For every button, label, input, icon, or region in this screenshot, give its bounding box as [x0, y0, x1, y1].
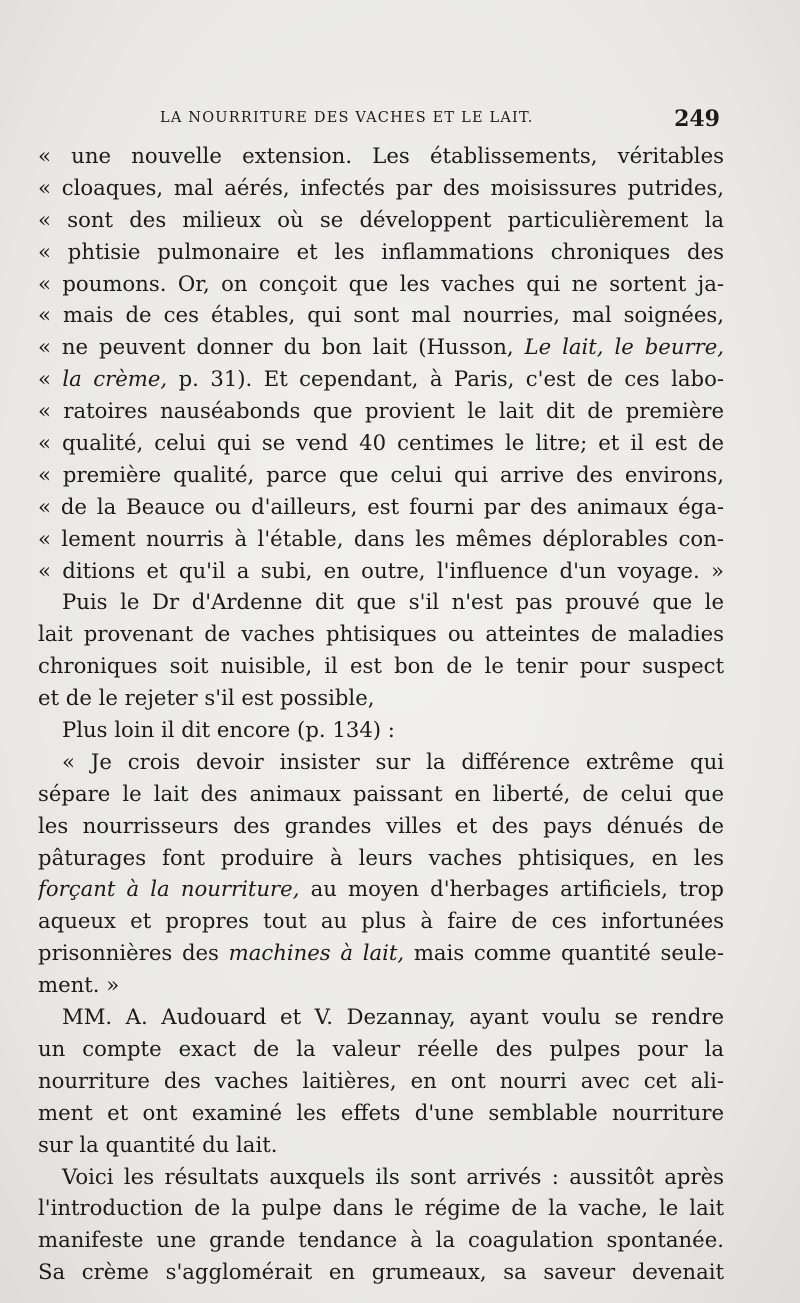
text-line — [38, 363, 724, 395]
text-line — [38, 969, 724, 1001]
text-line — [38, 714, 724, 746]
text-line — [38, 172, 724, 204]
running-title: LA NOURRITURE DES VACHES ET LE LAIT. — [160, 110, 534, 126]
text-line — [38, 650, 724, 682]
text-line — [38, 842, 724, 874]
text-line — [38, 905, 724, 937]
text-segment: ment et ont examiné les effets d'une semblable nourriture — [38, 1099, 724, 1125]
text-line — [38, 1129, 724, 1161]
text-segment: et de le rejeter s'il est possible, — [38, 685, 375, 711]
text-line — [38, 236, 724, 268]
text-line — [38, 1097, 724, 1129]
text-segment: Plus loin il dit encore (p. 134) : — [62, 717, 395, 743]
text-line — [38, 746, 724, 778]
text-line — [38, 1033, 724, 1065]
italic-text: forçant à la nourriture, — [38, 876, 300, 902]
text-segment: « phtisie pulmonaire et les inflammations chroniques des — [38, 238, 724, 264]
italic-text: Le lait, le beurre, — [524, 334, 724, 360]
text-segment: « première qualité, parce que celui qui arrive des environs, — [38, 461, 724, 487]
text-segment: « ratoires nauséabonds que provient le lait dit de première — [38, 398, 724, 424]
text-segment: Voici les résultats auxquels ils sont arrivés : aussitôt après — [62, 1163, 724, 1189]
text-segment: les nourrisseurs des grandes villes et des pays dénués de — [38, 812, 724, 838]
text-segment: Puis le Dr d'Ardenne dit que s'il n'est pas prouvé que le — [62, 589, 724, 615]
text-segment: « Je crois devoir insister sur la différence extrême qui — [62, 748, 724, 774]
text-segment: prisonnières des — [38, 940, 229, 966]
text-segment: Sa crème s'agglomérait en grumeaux, sa saveur devenait — [38, 1259, 724, 1285]
page-number: 249 — [674, 106, 720, 132]
text-segment: manifeste une grande tendance à la coagulation spontanée. — [38, 1227, 724, 1253]
text-segment: ment. » — [38, 972, 120, 998]
text-segment: mais comme quantité seule- — [404, 940, 724, 966]
text-segment: nourriture des vaches laitières, en ont nourri avec cet ali- — [38, 1067, 724, 1093]
text-line — [38, 682, 724, 714]
text-line — [38, 618, 724, 650]
text-line — [38, 810, 724, 842]
text-segment: chroniques soit nuisible, il est bon de le tenir pour suspect — [38, 653, 724, 679]
text-segment: MM. A. Audouard et V. Dezannay, ayant voulu se rendre — [62, 1004, 724, 1030]
text-segment: « ditions et qu'il a subi, en outre, l'influence d'un voyage. » — [38, 557, 724, 583]
text-line — [38, 1224, 724, 1256]
text-line — [38, 1065, 724, 1097]
text-segment: sépare le lait des animaux paissant en liberté, de celui que — [38, 780, 724, 806]
text-segment: « une nouvelle extension. Les établissements, véritables — [38, 143, 724, 168]
text-line — [38, 555, 724, 587]
text-segment: « qualité, celui qui se vend 40 centimes le litre; et il est de — [38, 430, 724, 456]
text-segment: « — [38, 366, 63, 392]
text-segment: « mais de ces étables, qui sont mal nourries, mal soignées, — [38, 302, 724, 328]
text-segment: un compte exact de la valeur réelle des pulpes pour la — [38, 1035, 724, 1061]
text-line — [38, 268, 724, 300]
text-line — [38, 427, 724, 459]
text-line — [38, 459, 724, 491]
text-segment: l'introduction de la pulpe dans le régime de la vache, le lait — [38, 1195, 724, 1221]
text-segment: « poumons. Or, on conçoit que les vaches qui ne sortent ja- — [38, 270, 724, 296]
text-segment: lait provenant de vaches phtisiques ou atteintes de maladies — [38, 621, 724, 647]
text-segment: « cloaques, mal aérés, infectés par des moisissures putrides, — [38, 174, 724, 200]
text-segment: p. 31). Et cependant, à Paris, c'est de ces labo- — [167, 366, 724, 392]
text-segment: au moyen d'herbages artificiels, trop — [299, 876, 724, 902]
text-segment: aqueux et propres tout au plus à faire de ces infortunées — [38, 908, 724, 934]
text-line — [38, 778, 724, 810]
text-line — [38, 491, 724, 523]
text-line — [38, 140, 724, 172]
text-line — [38, 523, 724, 555]
text-line — [38, 204, 724, 236]
text-line — [38, 331, 724, 363]
body-text — [38, 140, 724, 1288]
text-line — [38, 586, 724, 618]
text-line — [38, 1192, 724, 1224]
page-header — [160, 106, 720, 132]
italic-text: la crème, — [62, 366, 168, 392]
text-segment: « de la Beauce ou d'ailleurs, est fourni par des animaux éga- — [38, 493, 724, 519]
italic-text: machines à lait, — [228, 940, 405, 966]
text-segment: « lement nourris à l'étable, dans les mêmes déplorables con- — [38, 525, 724, 551]
text-line — [38, 395, 724, 427]
text-line — [38, 1001, 724, 1033]
text-segment: pâturages font produire à leurs vaches phtisiques, en les — [38, 844, 724, 870]
text-line — [38, 299, 724, 331]
text-segment: « sont des milieux où se développent particulièrement la — [38, 206, 724, 232]
text-line — [38, 937, 724, 969]
text-segment: sur la quantité du lait. — [38, 1131, 278, 1157]
text-line — [38, 873, 724, 905]
text-line — [38, 1256, 724, 1288]
text-segment: « ne peuvent donner du bon lait (Husson, — [38, 334, 525, 360]
text-line — [38, 1161, 724, 1193]
